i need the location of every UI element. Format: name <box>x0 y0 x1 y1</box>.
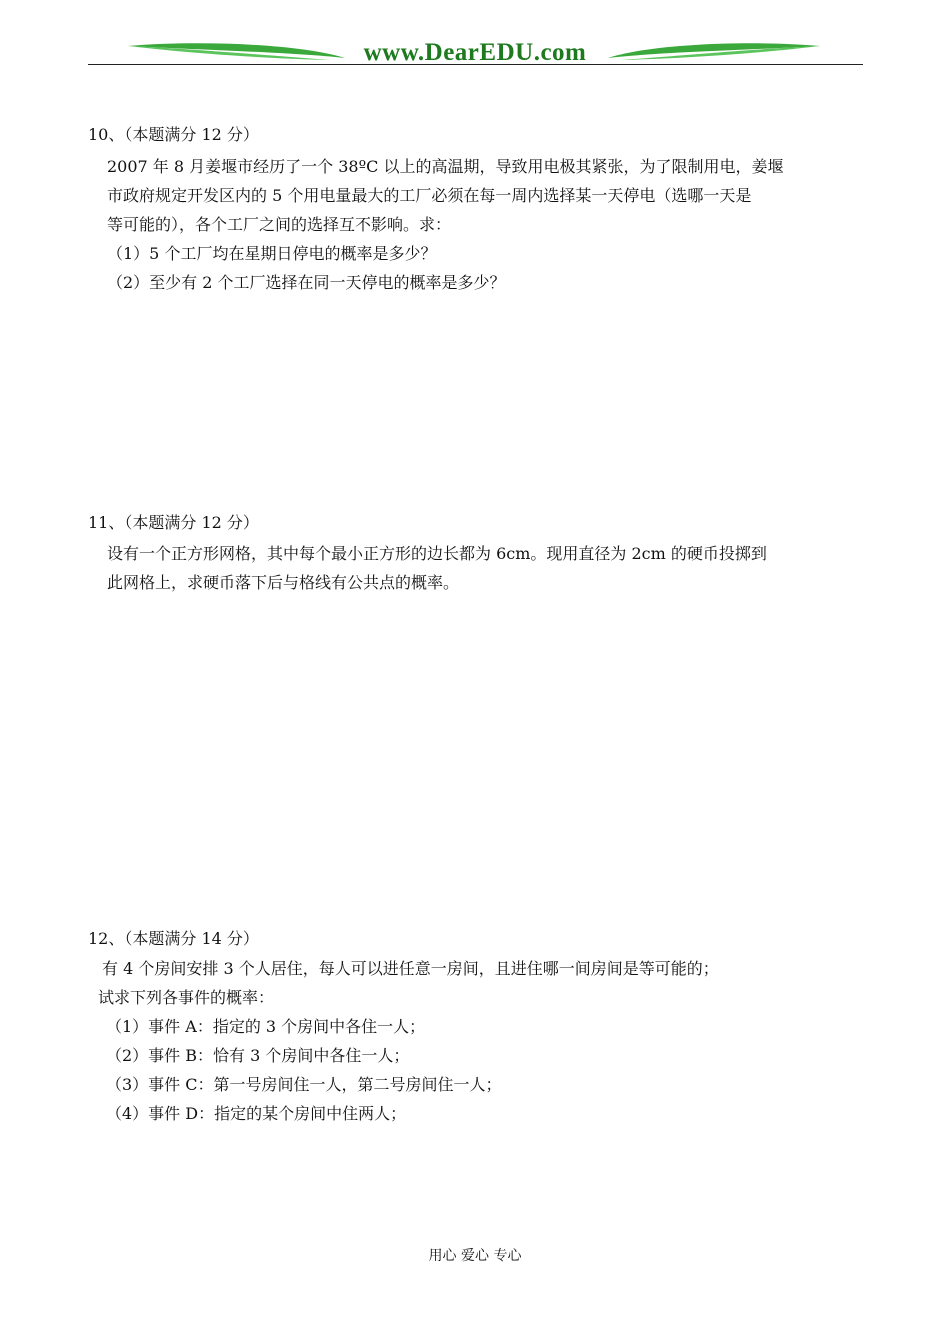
question-11-body <box>107 539 767 597</box>
question-10-line-2: 市政府规定开发区内的 5 个用电量最大的工厂必须在每一周内选择某一天停电（选哪一天是 <box>107 186 752 205</box>
question-10-part-2: （2）至少有 2 个工厂选择在同一天停电的概率是多少？ <box>107 273 506 292</box>
question-12-part-1: （1）事件 A：指定的 3 个房间中各住一人； <box>106 1017 426 1036</box>
question-10-body <box>107 152 783 297</box>
header-divider <box>88 64 863 65</box>
question-12-part-4: （4）事件 D：指定的某个房间中住两人； <box>106 1104 407 1123</box>
question-12-line-1: 有 4 个房间安排 3 个人居住，每人可以进任意一房间，且进住哪一间房间是等可能的； <box>102 959 719 978</box>
page-footer: 用心 爱心 专心 <box>428 1248 522 1264</box>
question-11-line-2: 此网格上，求硬币落下后与格线有公共点的概率。 <box>107 573 460 592</box>
question-12-part-2: （2）事件 B：恰有 3 个房间中各住一人； <box>106 1046 410 1065</box>
question-12-part-3: （3）事件 C：第一号房间住一人，第二号房间住一人； <box>106 1075 502 1094</box>
question-10-line-1: 2007 年 8 月姜堰市经历了一个 38ºC 以上的高温期，导致用电极其紧张，为了限制用电，姜堰 <box>107 157 784 176</box>
left-swoosh <box>128 43 345 58</box>
question-10-line-3: 等可能的），各个工厂之间的选择互不影响。求： <box>107 215 452 234</box>
question-12-line-2: 试求下列各事件的概率： <box>98 988 275 1007</box>
question-10-part-1: （1）5 个工厂均在星期日停电的概率是多少？ <box>107 244 437 263</box>
question-11-line-1: 设有一个正方形网格，其中每个最小正方形的边长都为 6cm。现用直径为 2cm 的硬币投掷到 <box>107 544 767 563</box>
question-12-body <box>98 954 719 1128</box>
question-11-title: 11、（本题满分 12 分） <box>88 513 259 532</box>
question-12-title: 12、（本题满分 14 分） <box>88 929 259 948</box>
page-header <box>0 0 950 80</box>
site-logo: www.DearEDU.com <box>363 39 587 66</box>
right-swoosh <box>608 43 820 58</box>
question-10-title: 10、（本题满分 12 分） <box>88 125 259 144</box>
